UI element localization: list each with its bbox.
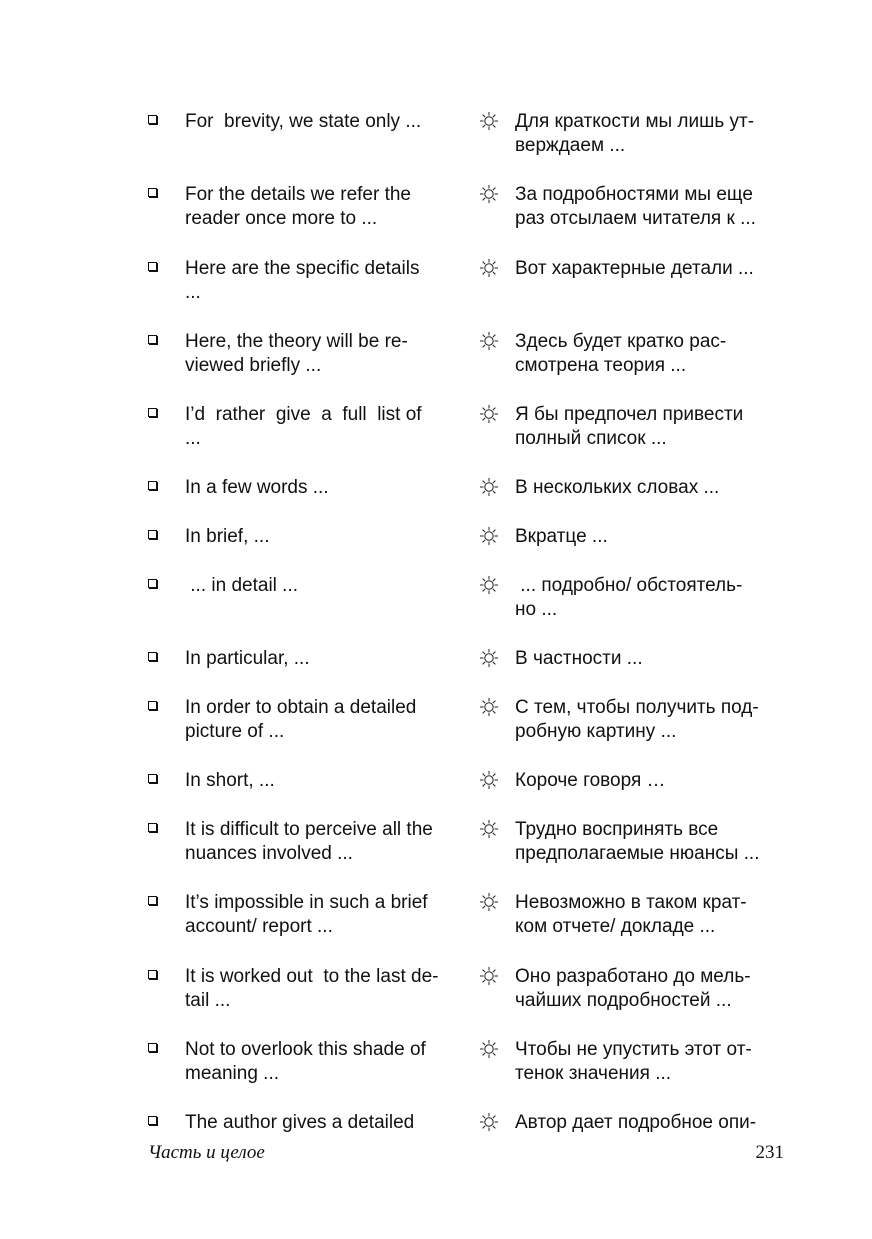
checkbox-bullet-icon	[148, 1116, 157, 1125]
english-phrase: It is worked out to the last de- tail ...	[185, 966, 439, 1011]
english-phrase: In order to obtain a detailed picture of ...	[185, 697, 417, 742]
checkbox-bullet-icon	[148, 652, 157, 661]
phrase-entry	[148, 696, 788, 756]
checkbox-bullet-icon	[148, 408, 157, 417]
sun-icon	[479, 966, 499, 986]
checkbox-bullet-icon	[148, 335, 157, 344]
phrase-entry	[148, 257, 788, 317]
sun-icon	[479, 331, 499, 351]
russian-translation: За подробностями мы еще раз отсылаем читателя к ...	[515, 184, 756, 229]
phrase-entry	[148, 1038, 788, 1098]
sun-icon	[479, 258, 499, 278]
phrase-entry	[148, 330, 788, 390]
english-phrase: Not to overlook this shade of meaning ...	[185, 1039, 426, 1084]
english-phrase: It is difficult to perceive all the nuances involved ...	[185, 819, 433, 864]
english-phrase: In short, ...	[185, 770, 275, 791]
russian-translation: Здесь будет кратко рас- смотрена теория ...	[515, 331, 727, 376]
russian-translation: ... подробно/ обстоятель- но ...	[515, 575, 743, 620]
russian-translation: Трудно воспринять все предполагаемые нюансы ...	[515, 819, 760, 864]
page-number: 231	[755, 1142, 784, 1163]
russian-translation: В частности ...	[515, 648, 643, 669]
phrase-entry	[148, 574, 788, 634]
sun-icon	[479, 1039, 499, 1059]
english-phrase: In brief, ...	[185, 526, 270, 547]
russian-translation: Короче говоря …	[515, 770, 666, 791]
checkbox-bullet-icon	[148, 774, 157, 783]
checkbox-bullet-icon	[148, 262, 157, 271]
english-phrase: In a few words ...	[185, 477, 329, 498]
checkbox-bullet-icon	[148, 970, 157, 979]
english-phrase: For brevity, we state only ...	[185, 111, 422, 132]
russian-translation: В нескольких словах ...	[515, 477, 720, 498]
sun-icon	[479, 648, 499, 668]
english-phrase: In particular, ...	[185, 648, 310, 669]
sun-icon	[479, 770, 499, 790]
phrase-entry	[148, 110, 788, 170]
russian-translation: Невозможно в таком крат- ком отчете/ докладе ...	[515, 892, 747, 937]
checkbox-bullet-icon	[148, 1043, 157, 1052]
sun-icon	[479, 575, 499, 595]
phrase-entry	[148, 183, 788, 243]
phrase-entry	[148, 1111, 788, 1139]
running-footer-title: Часть и целое	[148, 1142, 265, 1163]
checkbox-bullet-icon	[148, 530, 157, 539]
english-phrase: The author gives a detailed	[185, 1112, 415, 1133]
checkbox-bullet-icon	[148, 481, 157, 490]
checkbox-bullet-icon	[148, 188, 157, 197]
sun-icon	[479, 697, 499, 717]
checkbox-bullet-icon	[148, 579, 157, 588]
english-phrase: It’s impossible in such a brief account/ report ...	[185, 892, 428, 937]
english-phrase: For the details we refer the reader once more to ...	[185, 184, 411, 229]
sun-icon	[479, 111, 499, 131]
checkbox-bullet-icon	[148, 701, 157, 710]
russian-translation: Вот характерные детали ...	[515, 258, 754, 279]
russian-translation: Чтобы не упустить этот от- тенок значения ...	[515, 1039, 752, 1084]
sun-icon	[479, 1112, 499, 1132]
russian-translation: Автор дает подробное опи-	[515, 1112, 757, 1133]
russian-translation: Вкратце ...	[515, 526, 608, 547]
checkbox-bullet-icon	[148, 115, 157, 124]
sun-icon	[479, 526, 499, 546]
phrase-entry	[148, 403, 788, 463]
phrase-entry	[148, 891, 788, 951]
english-phrase: ... in detail ...	[185, 575, 299, 596]
checkbox-bullet-icon	[148, 896, 157, 905]
sun-icon	[479, 819, 499, 839]
sun-icon	[479, 477, 499, 497]
english-phrase: Here are the specific details ...	[185, 258, 420, 303]
checkbox-bullet-icon	[148, 823, 157, 832]
english-phrase: Here, the theory will be re- viewed briefly ...	[185, 331, 408, 376]
sun-icon	[479, 892, 499, 912]
english-phrase: I’d rather give a full list of ...	[185, 404, 422, 449]
phrase-entry	[148, 965, 788, 1025]
russian-translation: Оно разработано до мель- чайших подробностей ...	[515, 966, 751, 1011]
russian-translation: Для краткости мы лишь ут- верждаем ...	[515, 111, 755, 156]
sun-icon	[479, 404, 499, 424]
phrase-entry	[148, 818, 788, 878]
russian-translation: Я бы предпочел привести полный список ...	[515, 404, 744, 449]
russian-translation: С тем, чтобы получить под- робную картину ...	[515, 697, 759, 742]
sun-icon	[479, 184, 499, 204]
